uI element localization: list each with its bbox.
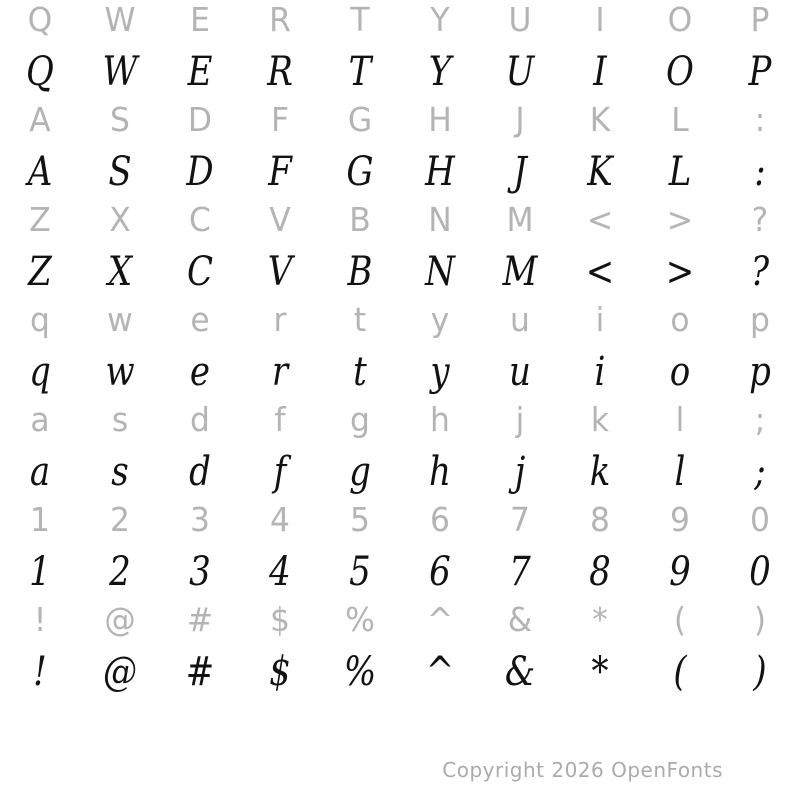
- reference-glyph: X: [109, 200, 131, 239]
- specimen-glyph: t: [353, 349, 367, 395]
- reference-glyph: a: [30, 400, 50, 439]
- specimen-glyph: 3: [189, 549, 211, 595]
- reference-glyph: G: [347, 100, 373, 139]
- reference-row: [0, 200, 800, 244]
- reference-row: [0, 400, 800, 444]
- specimen-glyph: O: [666, 49, 694, 95]
- specimen-glyph: K: [587, 149, 613, 195]
- reference-glyph: D: [187, 100, 213, 139]
- reference-glyph: 9: [670, 500, 690, 539]
- reference-glyph: p: [750, 300, 770, 339]
- reference-glyph: (: [673, 600, 687, 639]
- specimen-glyph: i: [594, 349, 606, 395]
- specimen-row: [0, 344, 800, 400]
- specimen-glyph: U: [505, 49, 535, 95]
- glyph-row-group: [0, 400, 800, 500]
- reference-glyph: Y: [430, 0, 450, 39]
- specimen-glyph: d: [189, 449, 211, 495]
- specimen-glyph: <: [585, 249, 615, 295]
- specimen-glyph: C: [186, 249, 214, 295]
- specimen-glyph: Z: [28, 249, 52, 295]
- specimen-glyph: 7: [509, 549, 531, 595]
- specimen-glyph: e: [189, 349, 211, 395]
- glyph-row-group: [0, 600, 800, 700]
- specimen-glyph: h: [429, 449, 451, 495]
- specimen-glyph: 1: [29, 549, 51, 595]
- reference-glyph: K: [589, 100, 611, 139]
- specimen-glyph: ;: [754, 449, 766, 495]
- reference-glyph: ): [753, 600, 767, 639]
- specimen-glyph: r: [271, 349, 289, 395]
- reference-glyph: ^: [426, 600, 454, 639]
- specimen-row: [0, 144, 800, 200]
- specimen-glyph: a: [29, 449, 51, 495]
- reference-glyph: O: [667, 0, 693, 39]
- reference-glyph: @: [104, 600, 136, 639]
- specimen-glyph: Q: [26, 49, 54, 95]
- reference-glyph: Q: [27, 0, 53, 39]
- reference-glyph: :: [754, 100, 766, 139]
- reference-glyph: <: [586, 200, 614, 239]
- reference-glyph: w: [107, 300, 133, 339]
- specimen-glyph: g: [349, 449, 371, 495]
- reference-glyph: k: [590, 400, 610, 439]
- specimen-glyph: V: [267, 249, 293, 295]
- specimen-row: [0, 244, 800, 300]
- specimen-glyph: W: [102, 49, 138, 95]
- reference-glyph: 5: [350, 500, 370, 539]
- specimen-row: [0, 444, 800, 500]
- specimen-glyph: q: [29, 349, 51, 395]
- reference-glyph: U: [508, 0, 532, 39]
- copyright-text: Copyright 2026 OpenFonts: [442, 758, 723, 782]
- reference-glyph: L: [671, 100, 689, 139]
- specimen-glyph: w: [105, 349, 135, 395]
- specimen-glyph: M: [502, 249, 538, 295]
- reference-row: [0, 500, 800, 544]
- reference-glyph: j: [515, 400, 525, 439]
- reference-glyph: M: [506, 200, 534, 239]
- reference-glyph: t: [353, 300, 367, 339]
- reference-glyph: $: [270, 600, 290, 639]
- specimen-glyph: #: [185, 649, 215, 695]
- reference-glyph: V: [269, 200, 291, 239]
- specimen-glyph: B: [347, 249, 373, 295]
- reference-glyph: A: [29, 100, 51, 139]
- reference-glyph: P: [750, 0, 770, 39]
- specimen-glyph: (: [673, 649, 687, 695]
- specimen-glyph: l: [674, 449, 686, 495]
- reference-glyph: %: [345, 600, 375, 639]
- specimen-glyph: y: [430, 349, 450, 395]
- specimen-glyph: o: [669, 349, 691, 395]
- reference-row: [0, 100, 800, 144]
- specimen-glyph: 8: [589, 549, 611, 595]
- reference-glyph: l: [675, 400, 685, 439]
- specimen-glyph: k: [589, 449, 611, 495]
- reference-row: [0, 300, 800, 344]
- reference-glyph: g: [350, 400, 370, 439]
- reference-glyph: q: [30, 300, 50, 339]
- glyph-row-group: [0, 300, 800, 400]
- specimen-glyph: J: [513, 149, 527, 195]
- reference-glyph: 8: [590, 500, 610, 539]
- specimen-glyph: S: [108, 149, 132, 195]
- reference-glyph: 1: [30, 500, 50, 539]
- specimen-glyph: j: [514, 449, 526, 495]
- specimen-glyph: P: [748, 49, 772, 95]
- specimen-glyph: p: [749, 349, 771, 395]
- reference-glyph: !: [33, 600, 47, 639]
- reference-glyph: I: [595, 0, 605, 39]
- specimen-glyph: >: [665, 249, 695, 295]
- reference-glyph: Z: [29, 200, 51, 239]
- reference-glyph: #: [186, 600, 214, 639]
- reference-glyph: H: [428, 100, 452, 139]
- reference-glyph: 3: [190, 500, 210, 539]
- specimen-glyph: f: [273, 449, 287, 495]
- specimen-glyph: 9: [669, 549, 691, 595]
- specimen-glyph: ?: [750, 249, 770, 295]
- reference-glyph: i: [595, 300, 605, 339]
- specimen-glyph: G: [346, 149, 374, 195]
- specimen-glyph: L: [668, 149, 692, 195]
- specimen-glyph: 2: [109, 549, 131, 595]
- specimen-glyph: H: [425, 149, 455, 195]
- specimen-glyph: E: [187, 49, 213, 95]
- reference-glyph: R: [269, 0, 291, 39]
- specimen-glyph: %: [343, 649, 377, 695]
- reference-glyph: E: [190, 0, 210, 39]
- reference-glyph: h: [430, 400, 450, 439]
- specimen-glyph: I: [593, 49, 607, 95]
- specimen-row: [0, 44, 800, 100]
- specimen-glyph: N: [425, 249, 455, 295]
- reference-glyph: f: [274, 400, 286, 439]
- reference-glyph: o: [670, 300, 690, 339]
- specimen-glyph: ^: [425, 649, 455, 695]
- reference-glyph: *: [592, 600, 608, 639]
- reference-glyph: e: [190, 300, 210, 339]
- specimen-glyph: F: [268, 149, 292, 195]
- reference-glyph: &: [507, 600, 533, 639]
- reference-row: [0, 0, 800, 44]
- reference-glyph: d: [190, 400, 210, 439]
- reference-glyph: J: [515, 100, 525, 139]
- reference-glyph: u: [510, 300, 530, 339]
- specimen-glyph: &: [504, 649, 536, 695]
- specimen-glyph: ): [753, 649, 767, 695]
- reference-glyph: T: [350, 0, 370, 39]
- reference-glyph: >: [666, 200, 694, 239]
- reference-glyph: 0: [750, 500, 770, 539]
- specimen-glyph: 6: [429, 549, 451, 595]
- specimen-glyph: 4: [269, 549, 291, 595]
- reference-row: [0, 600, 800, 644]
- specimen-glyph: :: [754, 149, 766, 195]
- reference-glyph: 6: [430, 500, 450, 539]
- reference-glyph: 7: [510, 500, 530, 539]
- reference-glyph: S: [110, 100, 130, 139]
- specimen-glyph: @: [103, 649, 137, 695]
- reference-glyph: B: [349, 200, 371, 239]
- glyph-row-group: [0, 200, 800, 300]
- specimen-glyph: T: [348, 49, 372, 95]
- reference-glyph: s: [111, 400, 129, 439]
- reference-glyph: r: [273, 300, 287, 339]
- reference-glyph: ;: [754, 400, 766, 439]
- specimen-glyph: X: [107, 249, 133, 295]
- glyph-row-group: [0, 100, 800, 200]
- specimen-glyph: R: [267, 49, 293, 95]
- specimen-glyph: D: [186, 149, 214, 195]
- reference-glyph: C: [189, 200, 211, 239]
- specimen-glyph: $: [269, 649, 291, 695]
- specimen-row: [0, 644, 800, 700]
- reference-glyph: 4: [270, 500, 290, 539]
- reference-glyph: ?: [751, 200, 769, 239]
- specimen-glyph: !: [33, 649, 47, 695]
- reference-glyph: W: [104, 0, 136, 39]
- specimen-glyph: 0: [749, 549, 771, 595]
- specimen-glyph: 5: [349, 549, 371, 595]
- specimen-glyph: s: [111, 449, 129, 495]
- reference-glyph: 2: [110, 500, 130, 539]
- reference-glyph: y: [430, 300, 450, 339]
- specimen-glyph: *: [591, 649, 609, 695]
- specimen-glyph: u: [509, 349, 531, 395]
- specimen-row: [0, 544, 800, 600]
- reference-glyph: N: [428, 200, 452, 239]
- specimen-glyph: A: [27, 149, 53, 195]
- specimen-glyph: Y: [428, 49, 452, 95]
- glyph-row-group: [0, 0, 800, 100]
- glyph-row-group: [0, 500, 800, 600]
- reference-glyph: F: [270, 100, 290, 139]
